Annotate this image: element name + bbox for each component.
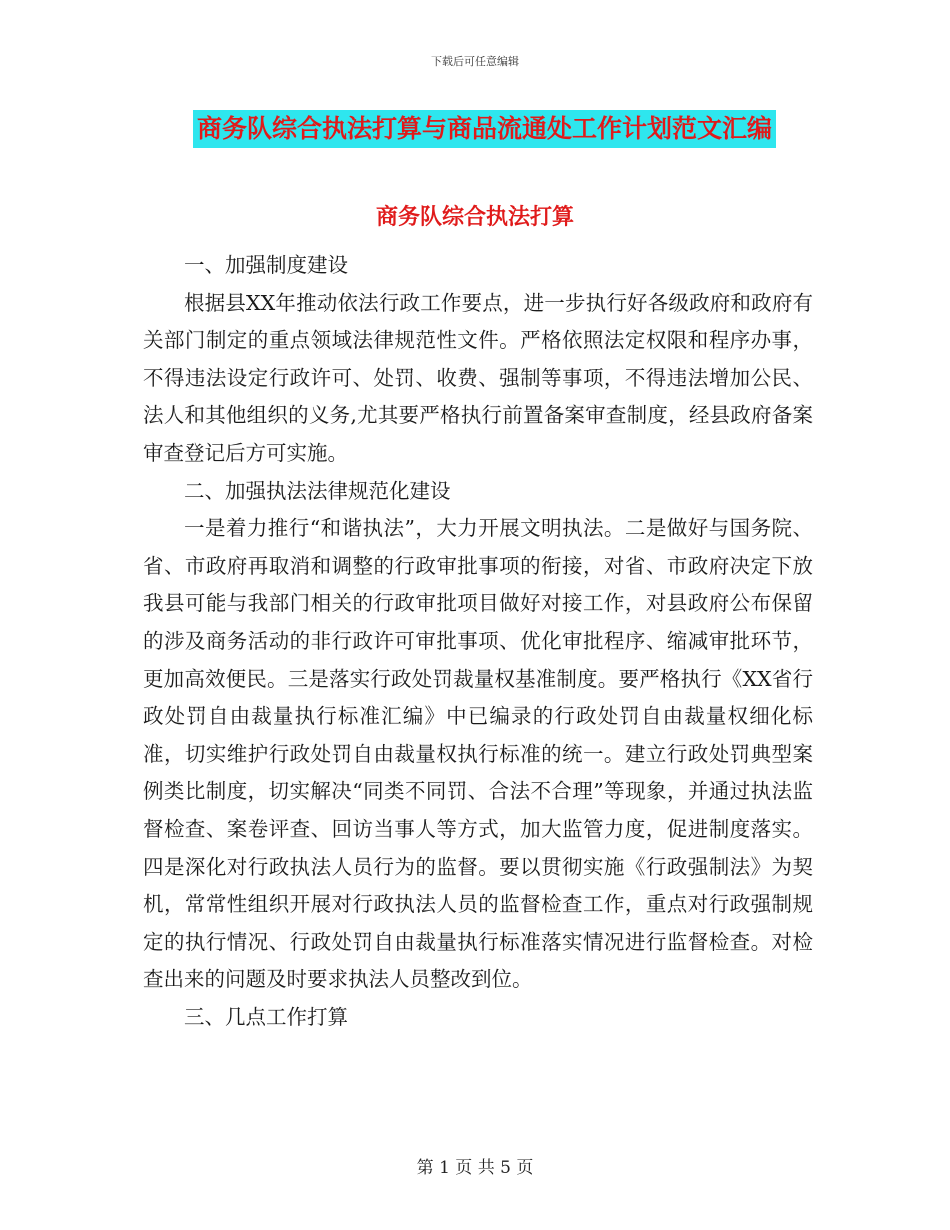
heading-1: 一、加强制度建设 [184, 253, 348, 277]
document-body [143, 247, 813, 1036]
page-footer: 第 1 页 共 5 页 [416, 1158, 534, 1178]
paragraph: 根据县XX年推动依法行政工作要点，进一步执行好各级政府和政府有关部门制定的重点领域法律规范性文件。严格依照法定权限和程序办事，不得违法设定行政许可、处罚、收费、强制等事项，不得违法增加公民、法人和其他组织的义务,尤其要严格执行前置备案审查制度，经县政府备案审查登记后方可实施。 [143, 290, 813, 465]
heading-3: 三、几点工作打算 [184, 1004, 348, 1029]
document-title: 商务队综合执法打算与商品流通处工作计划范文汇编 [193, 110, 776, 148]
paragraph: 一是着力推行“和谐执法”，大力开展文明执法。二是做好与国务院、省、市政府再取消和调整的行政审批事项的衔接，对省、市政府决定下放我县可能与我部门相关的行政审批项目做好对接工作，对县政府公布保留的涉及商务活动的非行政许可审批事项、优化审批程序、缩减审批环节，更加高效便民。三是落实行政处罚裁量权基准制度。要严格执行《XX省行政处罚自由裁量执行标准汇编》中已编录的行政处罚自由裁量权细化标准，切实维护行政处罚自由裁量权执行标准的统一。建立行政处罚典型案例类比制度，切实解决“同类不同罚、合法不合理”等现象，并通过执法监督检查、案卷评查、回访当事人等方式，加大监管力度，促进制度落实。四是深化对行政执法人员行为的监督。要以贯彻实施《行政强制法》为契机，常常性组织开展对行政执法人员的监督检查工作，重点对行政强制规定的执行情况、行政处罚自由裁量执行标准落实情况进行监督检查。对检查出来的问题及时要求执法人员整改到位。 [143, 516, 813, 992]
section-title: 商务队综合执法打算 [375, 205, 574, 230]
heading-2: 二、加强执法法律规范化建设 [184, 478, 451, 503]
header-note: 下载后可任意编辑 [431, 55, 519, 68]
